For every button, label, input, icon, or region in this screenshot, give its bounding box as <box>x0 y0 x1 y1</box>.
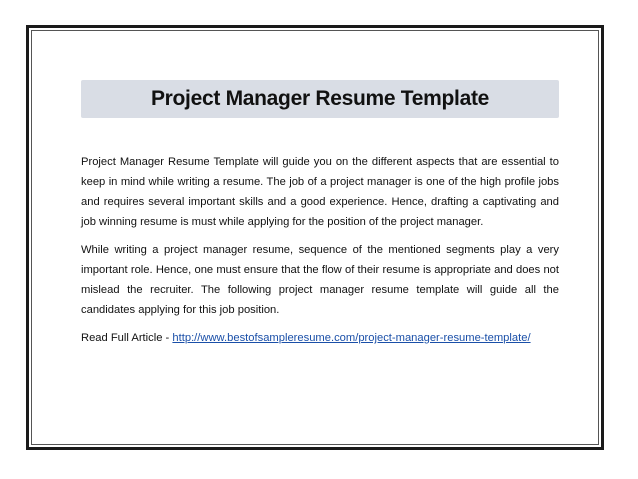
page-title: Project Manager Resume Template <box>150 87 490 110</box>
title-banner <box>81 80 559 118</box>
paragraph-intro: Project Manager Resume Template will guide you on the different aspects that are essential to keep in mind while writing a resume. The job of a project manager is one of the high profile jobs and requires several important skills and a good experience. Hence, drafting a captivating and job winning resume is must while applying for the position of the project manager. <box>81 156 559 228</box>
read-more-prefix: Read Full Article - <box>81 332 173 344</box>
paragraph-details: While writing a project manager resume, sequence of the mentioned segments play a very important role. Hence, one must ensure that the flow of their resume is appropriate and does not mislead the recruiter. The following project manager resume template will guide all the candidates applying for this job position. <box>81 244 559 316</box>
article-link[interactable]: http://www.bestofsampleresume.com/project-manager-resume-template/ <box>172 332 531 344</box>
read-more-line <box>81 328 559 348</box>
document-body <box>81 152 559 356</box>
